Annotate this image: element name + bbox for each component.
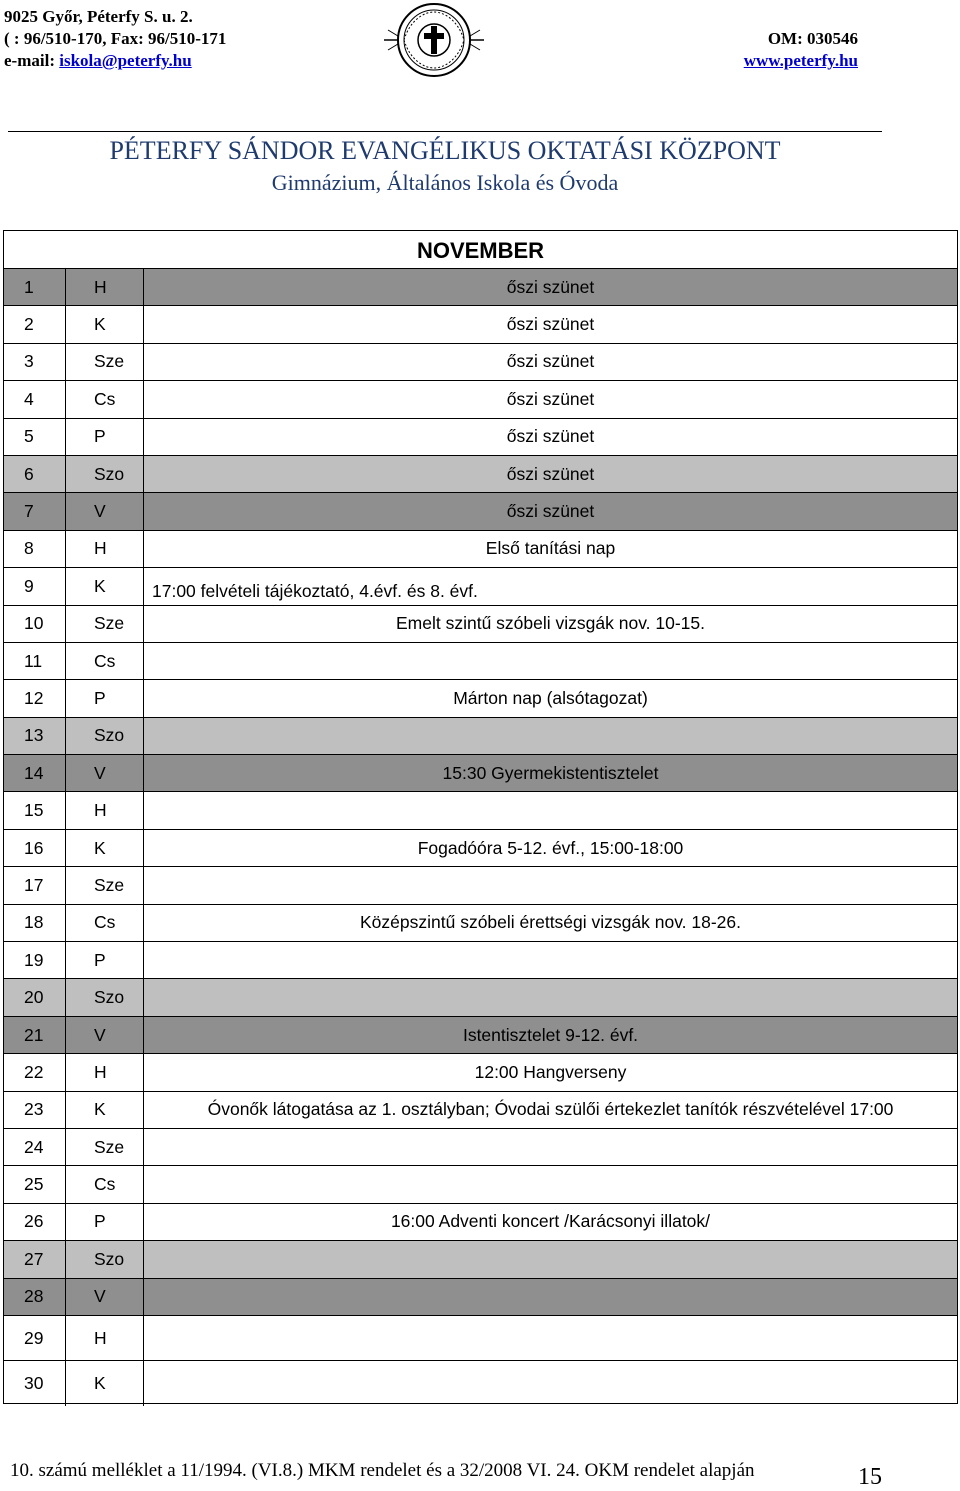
calendar-row xyxy=(4,829,957,866)
day-number: 13 xyxy=(4,718,66,754)
calendar-row xyxy=(4,642,957,679)
weekday: Cs xyxy=(66,1166,144,1202)
event-text xyxy=(144,1279,957,1315)
calendar-row xyxy=(4,268,957,305)
weekday: H xyxy=(66,1054,144,1090)
school-contact-block xyxy=(4,6,226,72)
event-text: Emelt szintű szóbeli vizsgák nov. 10-15. xyxy=(396,613,705,634)
calendar-row xyxy=(4,492,957,529)
day-number: 17 xyxy=(4,867,66,903)
calendar-row xyxy=(4,754,957,791)
weekday: V xyxy=(66,493,144,529)
school-seal-logo xyxy=(380,0,488,80)
weekday: Sze xyxy=(66,606,144,642)
event-text xyxy=(144,718,957,754)
day-number: 27 xyxy=(4,1241,66,1277)
weekday: P xyxy=(66,1204,144,1240)
event-text: Középszintű szóbeli érettségi vizsgák nov. 18-26. xyxy=(360,912,741,933)
weekday: Szo xyxy=(66,979,144,1015)
month-heading: NOVEMBER xyxy=(416,238,545,263)
day-number: 5 xyxy=(4,419,66,455)
calendar-row xyxy=(4,1360,957,1406)
calendar-row xyxy=(4,380,957,417)
event-text: őszi szünet xyxy=(506,314,595,335)
school-subtitle: Gimnázium, Általános Iskola és Óvoda xyxy=(271,170,619,195)
event-text xyxy=(144,1129,957,1165)
event-text: őszi szünet xyxy=(506,351,595,372)
school-email-line xyxy=(4,50,226,72)
weekday: K xyxy=(66,1092,144,1128)
calendar-row xyxy=(4,418,957,455)
weekday: Cs xyxy=(66,643,144,679)
day-number: 9 xyxy=(4,568,66,604)
day-number: 12 xyxy=(4,680,66,716)
weekday: P xyxy=(66,680,144,716)
event-text xyxy=(144,643,957,679)
day-number: 15 xyxy=(4,792,66,828)
day-number: 3 xyxy=(4,344,66,380)
calendar-row xyxy=(4,904,957,941)
event-text xyxy=(144,792,957,828)
day-number: 6 xyxy=(4,456,66,492)
day-number: 1 xyxy=(4,269,66,305)
event-text: őszi szünet xyxy=(506,463,595,484)
calendar-row xyxy=(4,679,957,716)
day-number: 24 xyxy=(4,1129,66,1165)
day-number: 30 xyxy=(4,1361,66,1406)
calendar-row xyxy=(4,343,957,380)
day-number: 25 xyxy=(4,1166,66,1202)
day-number: 21 xyxy=(4,1017,66,1053)
calendar-row xyxy=(4,305,957,342)
event-text: Istentisztelet 9-12. évf. xyxy=(462,1024,639,1045)
weekday: Cs xyxy=(66,905,144,941)
day-number: 26 xyxy=(4,1204,66,1240)
weekday: K xyxy=(66,306,144,342)
day-number: 7 xyxy=(4,493,66,529)
day-number: 14 xyxy=(4,755,66,791)
weekday: H xyxy=(66,792,144,828)
email-link[interactable]: iskola@peterfy.hu xyxy=(59,51,192,70)
event-text xyxy=(144,867,957,903)
calendar-row xyxy=(4,941,957,978)
day-number: 22 xyxy=(4,1054,66,1090)
event-text: Első tanítási nap xyxy=(485,538,616,559)
weekday: Sze xyxy=(66,867,144,903)
day-number: 28 xyxy=(4,1279,66,1315)
day-number: 23 xyxy=(4,1092,66,1128)
weekday: H xyxy=(66,1316,144,1361)
weekday: Sze xyxy=(66,1129,144,1165)
day-number: 10 xyxy=(4,606,66,642)
calendar-row xyxy=(4,1053,957,1090)
weekday: K xyxy=(66,1361,144,1406)
event-text xyxy=(144,1166,957,1202)
calendar-row xyxy=(4,1278,957,1315)
page-number: 15 xyxy=(858,1464,882,1490)
email-label: e-mail: xyxy=(4,51,60,70)
calendar-row xyxy=(4,1128,957,1165)
event-text xyxy=(144,942,957,978)
calendar-row xyxy=(4,1203,957,1240)
event-text xyxy=(144,1316,957,1361)
event-text xyxy=(144,1241,957,1277)
calendar-row xyxy=(4,1240,957,1277)
weekday: Cs xyxy=(66,381,144,417)
event-text: 12:00 Hangverseny xyxy=(474,1061,627,1082)
weekday: Sze xyxy=(66,344,144,380)
weekday: V xyxy=(66,755,144,791)
school-phone: ( : 96/510-170, Fax: 96/510-171 xyxy=(4,29,227,48)
calendar-row xyxy=(4,1165,957,1202)
weekday: H xyxy=(66,269,144,305)
calendar-row xyxy=(4,1016,957,1053)
event-text: 17:00 felvételi tájékoztató, 4.évf. és 8. évf. xyxy=(152,580,478,601)
event-text: őszi szünet xyxy=(506,276,595,297)
event-text: őszi szünet xyxy=(506,388,595,409)
calendar-row xyxy=(4,567,957,604)
day-number: 11 xyxy=(4,643,66,679)
weekday: V xyxy=(66,1017,144,1053)
day-number: 20 xyxy=(4,979,66,1015)
weekday: Szo xyxy=(66,718,144,754)
om-code: OM: 030546 xyxy=(767,29,858,48)
event-text: 16:00 Adventi koncert /Karácsonyi illatok/ xyxy=(390,1211,711,1232)
event-text: Óvonők látogatása az 1. osztályban; Óvodai szülői értekezlet tanítók részvételével 17:00 xyxy=(207,1099,894,1120)
weekday: P xyxy=(66,942,144,978)
event-text xyxy=(144,1361,957,1406)
weekday: Szo xyxy=(66,456,144,492)
calendar-row xyxy=(4,791,957,828)
day-number: 16 xyxy=(4,830,66,866)
header-divider xyxy=(8,131,882,132)
day-number: 29 xyxy=(4,1316,66,1361)
weekday: K xyxy=(66,830,144,866)
day-number: 8 xyxy=(4,531,66,567)
event-text: őszi szünet xyxy=(506,501,595,522)
school-address: 9025 Győr, Péterfy S. u. 2. xyxy=(4,7,193,26)
event-text: Fogadóóra 5-12. évf., 15:00-18:00 xyxy=(417,837,684,858)
calendar-row xyxy=(4,1091,957,1128)
weekday: P xyxy=(66,419,144,455)
event-text: 15:30 Gyermekistentisztelet xyxy=(442,762,659,783)
weekday: Szo xyxy=(66,1241,144,1277)
weekday: K xyxy=(66,568,144,604)
calendar-row xyxy=(4,605,957,642)
day-number: 18 xyxy=(4,905,66,941)
day-number: 2 xyxy=(4,306,66,342)
calendar-row xyxy=(4,717,957,754)
calendar-table xyxy=(3,230,958,1404)
calendar-row xyxy=(4,866,957,903)
school-id-block xyxy=(744,28,858,72)
calendar-row xyxy=(4,530,957,567)
day-number: 19 xyxy=(4,942,66,978)
event-text: őszi szünet xyxy=(506,426,595,447)
calendar-row xyxy=(4,1315,957,1361)
footer-note: 10. számú melléklet a 11/1994. (VI.8.) MKM rendelet és a 32/2008 VI. 24. OKM rendelet alapján xyxy=(10,1460,755,1481)
calendar-row xyxy=(4,978,957,1015)
day-number: 4 xyxy=(4,381,66,417)
school-name: PÉTERFY SÁNDOR EVANGÉLIKUS OKTATÁSI KÖZPONT xyxy=(109,136,781,165)
website-link[interactable]: www.peterfy.hu xyxy=(743,51,858,70)
event-text xyxy=(144,979,957,1015)
weekday: H xyxy=(66,531,144,567)
weekday: V xyxy=(66,1279,144,1315)
calendar-row xyxy=(4,455,957,492)
event-text: Márton nap (alsótagozat) xyxy=(453,687,648,708)
